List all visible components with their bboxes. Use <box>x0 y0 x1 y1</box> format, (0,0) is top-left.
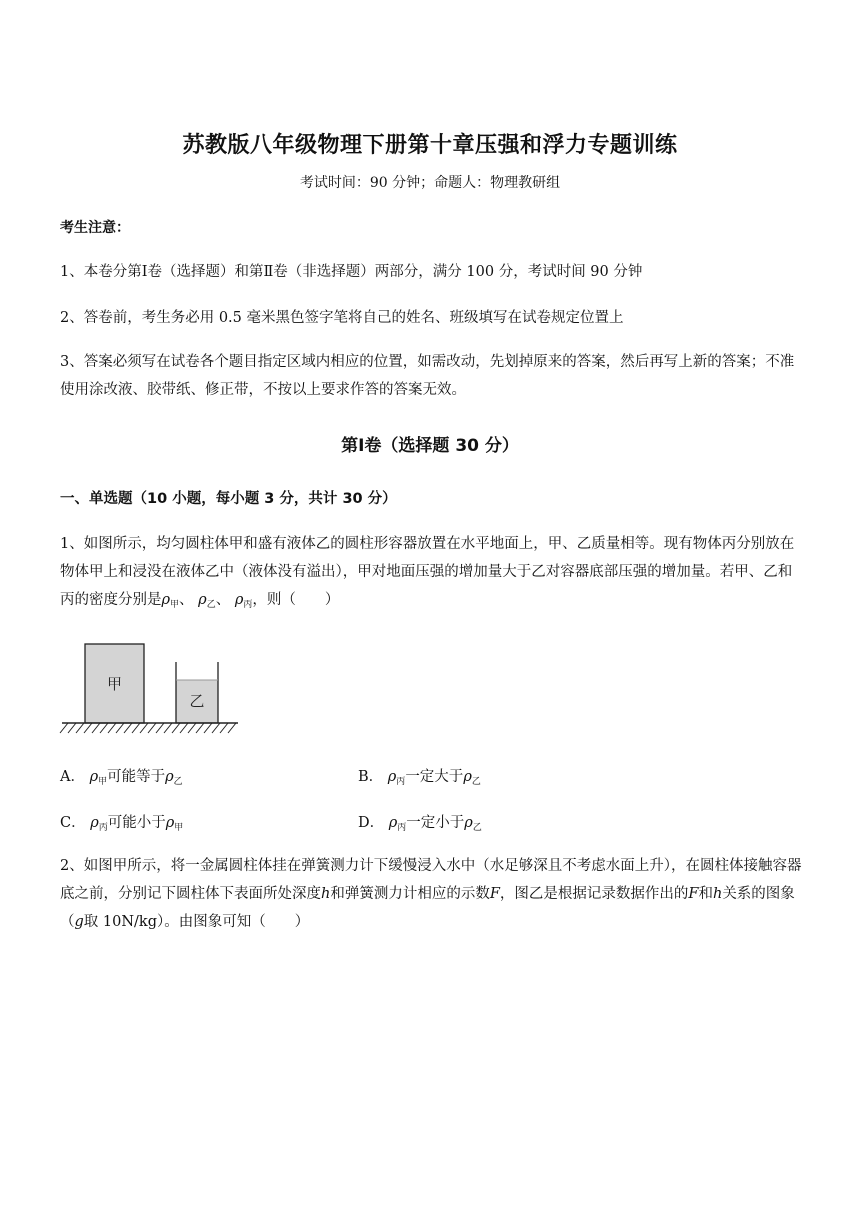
ground-hatching <box>60 723 236 733</box>
option-c[interactable]: C． $\rho_丙$可能小于$\rho_甲$ <box>60 815 184 833</box>
option-b[interactable]: B． $\rho_丙$一定大于$\rho_乙$ <box>358 769 481 787</box>
notice-item-3: 3、答案必须写在试卷各个题目指定区域内相应的位置，如需改动，先划掉原来的答案，然后再写上新的答案；不准使用涂改液、胶带纸、修正带，不按以上要求作答的答案无效。 <box>60 354 795 398</box>
label-yi: 乙 <box>189 692 205 710</box>
notice-item-1: 1、本卷分第Ⅰ卷（选择题）和第Ⅱ卷（非选择题）两部分，满分 100 分，考试时间 90 分钟 <box>60 264 643 280</box>
exam-info: 考试时间：90 分钟；命题人：物理教研组 <box>299 175 561 191</box>
part-heading: 一、单选题（10 小题，每小题 3 分，共计 30 分） <box>60 491 397 507</box>
notice-item-2: 2、答卷前，考生务必用 0.5 毫米黑色签字笔将自己的姓名、班级填写在试卷规定位置上 <box>60 310 624 326</box>
question-1-stem: 1、如图所示，均匀圆柱体甲和盛有液体乙的圆柱形容器放置在水平地面上，甲、乙质量相等。现有物体丙分别放在物体甲上和浸没在液体乙中（液体没有溢出），甲对地面压强的增加量大于乙对容器底部压强的增加量。若甲、乙和丙的密度分别是 <box>60 536 795 608</box>
question-1-text: 1、如图所示，均匀圆柱体甲和盛有液体乙的圆柱形容器放置在水平地面上，甲、乙质量相等。现有物体丙分别放在物体甲上和浸没在液体乙中（液体没有溢出），甲对地面压强的增加量大于乙对容器底部压强的增加量。若甲、乙和丙的密度分别是$\rho_甲$、 $\rho_乙$、 $\rho_丙$，则（ ） <box>60 536 795 610</box>
page-title: 苏教版八年级物理下册第十章压强和浮力专题训练 <box>182 133 678 158</box>
question-2-text: 2、如图甲所示，将一金属圆柱体挂在弹簧测力计下缓慢浸入水中（水足够深且不考虑水面上升），在圆柱体接触容器底之前，分别记下圆柱体下表面所处深度h和弹簧测力计相应的示数F，图乙是根据记录数据作出的F和h关系的图象（g取 10N/kg）。由图象可知（ ） <box>60 858 802 930</box>
option-a[interactable]: A． $\rho_甲$可能等于$\rho_乙$ <box>60 769 183 787</box>
notice-heading: 考生注意： <box>60 220 130 236</box>
question-1-figure <box>58 640 243 740</box>
section-title: 第Ⅰ卷（选择题 30 分） <box>341 436 519 456</box>
label-jia: 甲 <box>106 675 123 693</box>
option-d[interactable]: D． $\rho_丙$一定小于$\rho_乙$ <box>358 815 482 833</box>
